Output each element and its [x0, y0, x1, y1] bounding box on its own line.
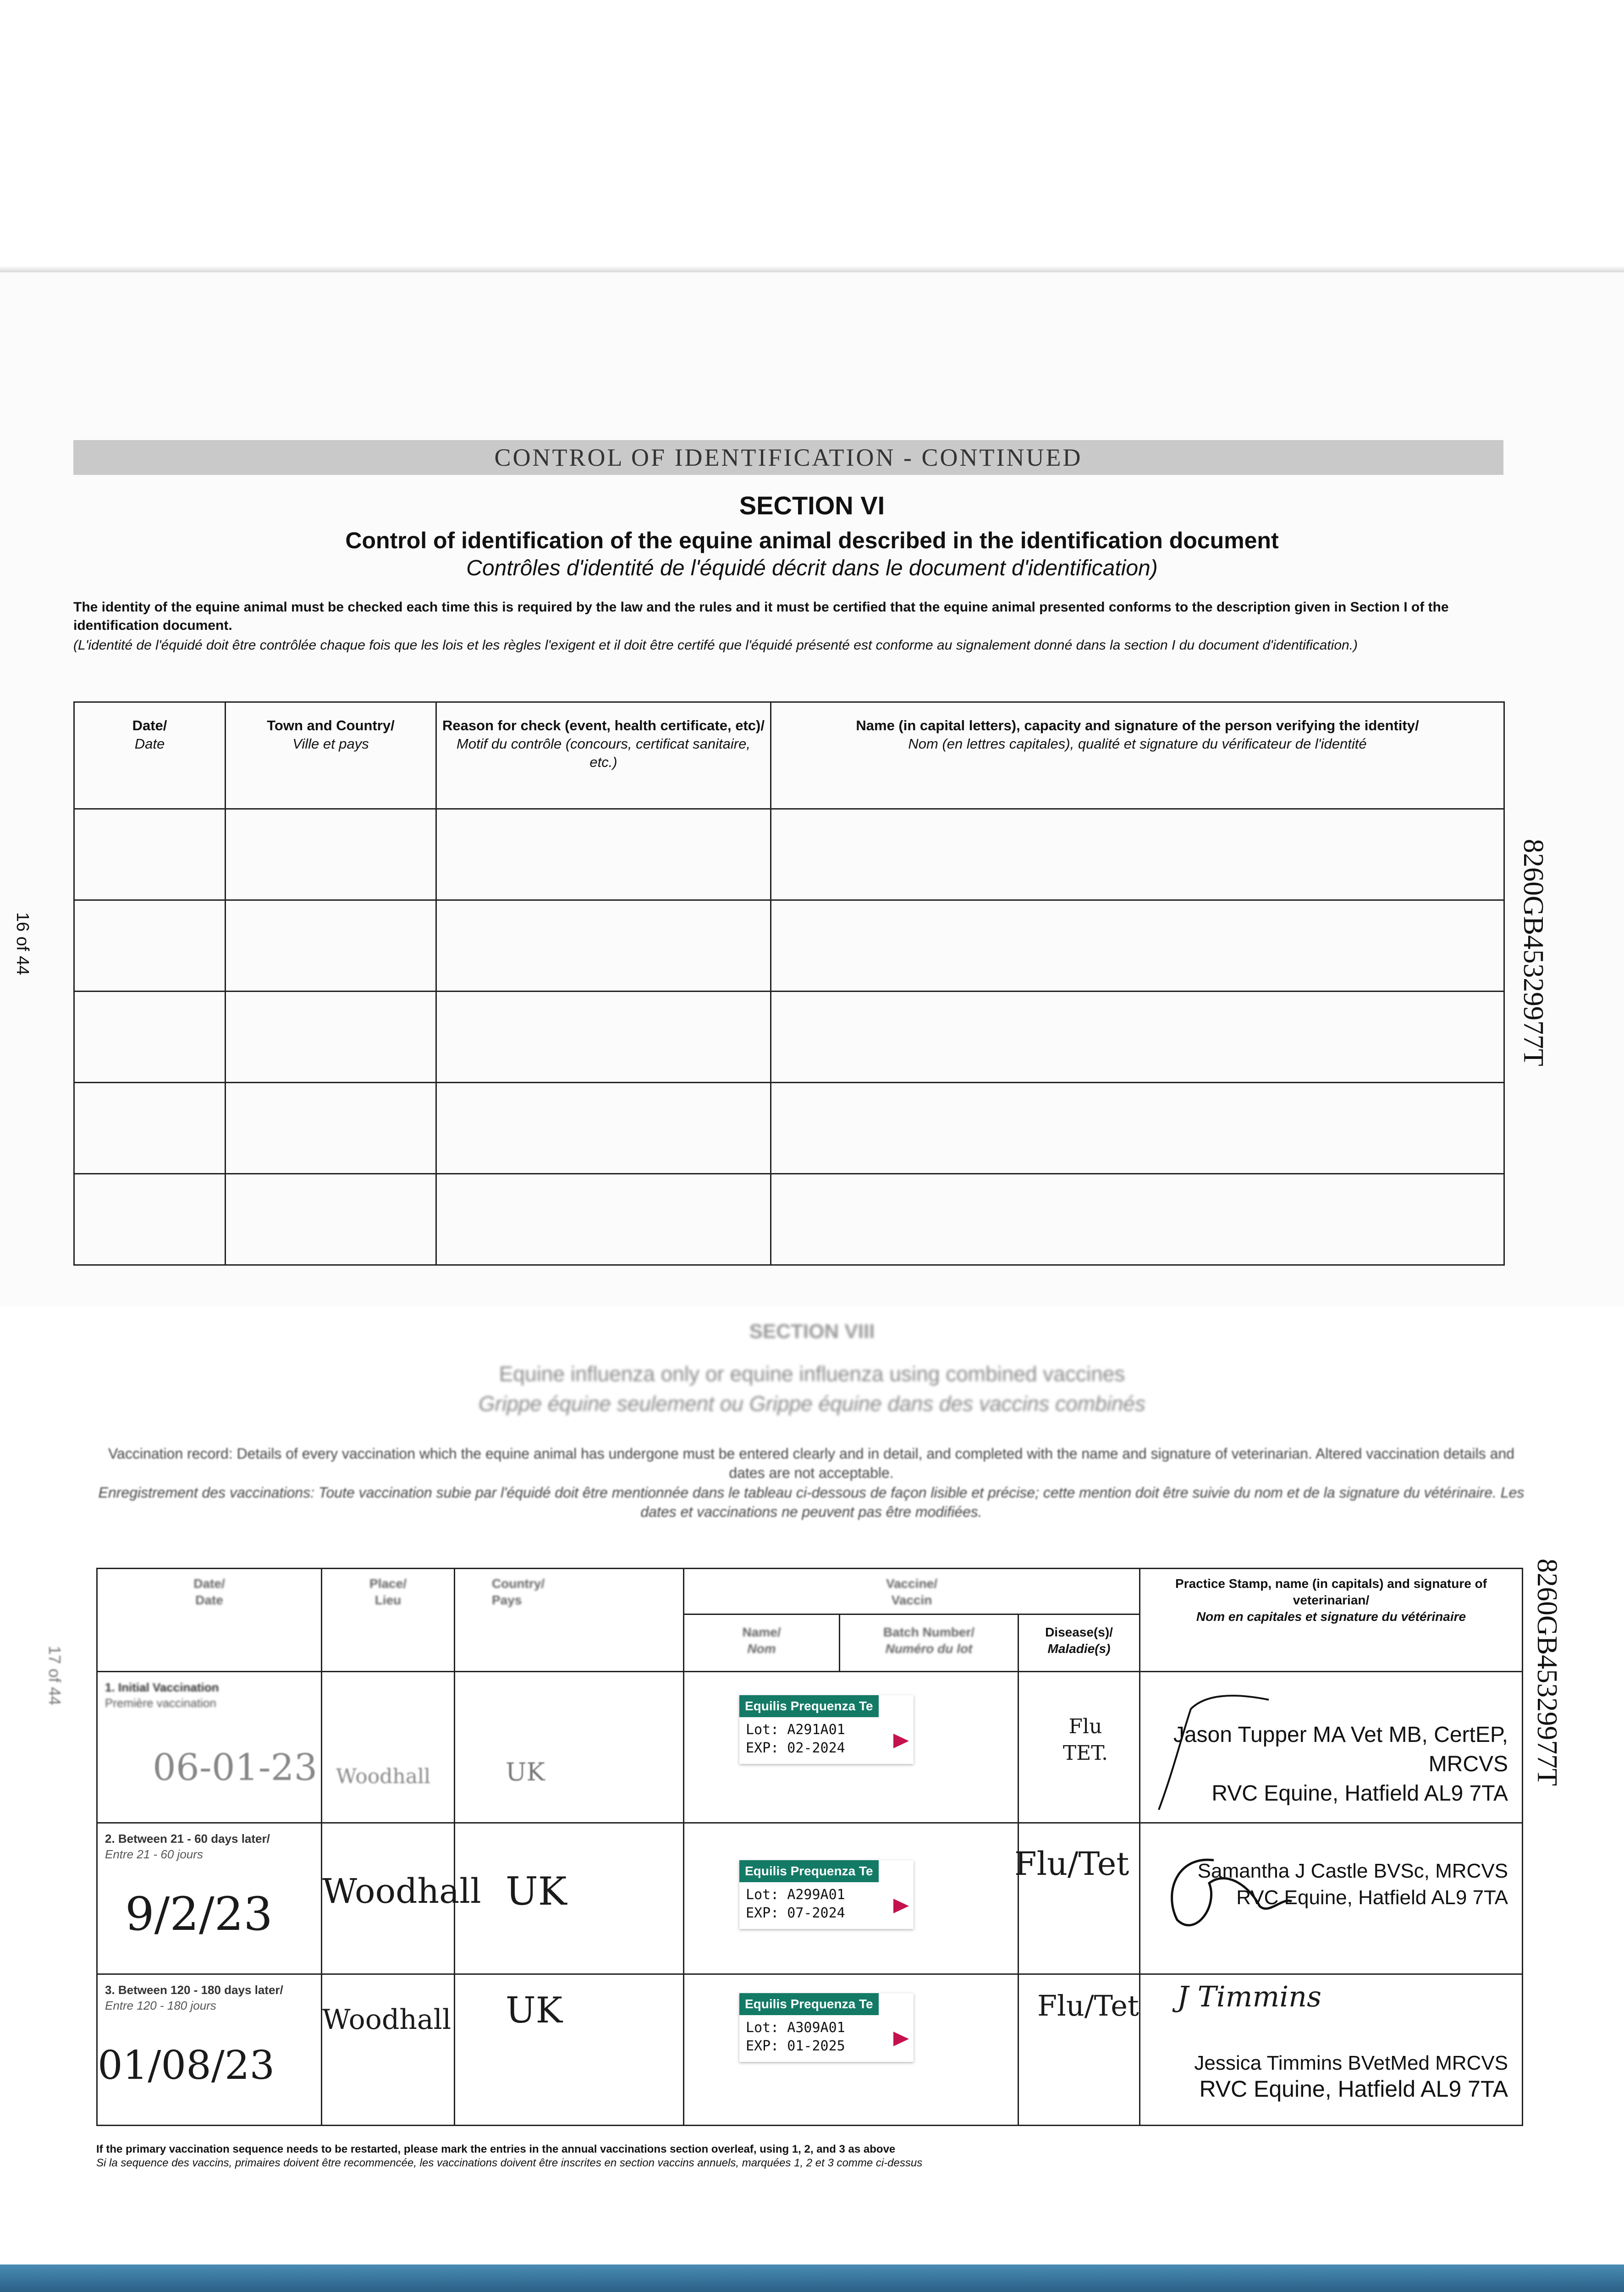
expiry-date: EXP: 01-2025	[746, 2038, 845, 2054]
intro-english: The identity of the equine animal must be checked each time this is required by the law and the rules and it must be certified that the equine animal presented conforms to the description given in Section I of the identification document.	[73, 600, 1449, 633]
table-header-row	[97, 1569, 1523, 1614]
place-cell[interactable]	[322, 1974, 455, 2126]
table-row	[74, 992, 1504, 1083]
handwritten-country: UK	[506, 1869, 567, 1914]
title-french: Grippe équine seulement ou Grippe équine dans des vaccins combinés	[479, 1392, 1145, 1416]
handwritten-date: 9/2/23	[125, 1887, 273, 1941]
col-country: Country/ Pays	[455, 1569, 684, 1672]
sticker-brand: Equilis Prequenza Te	[739, 1695, 879, 1717]
sticker-tag	[893, 2032, 909, 2046]
disease-cell[interactable]	[1018, 1672, 1140, 1823]
instructions-french: Enregistrement des vaccinations: Toute vaccination subie par l'équidé doit être mentionnée dans le tableau ci-dessous de façon lisible et précise; cette mention doit être suivie du nom et de la signature du vétérinaire. Les dates et vaccinations ne peuvent pas être modifiées.	[98, 1484, 1525, 1520]
table-row	[74, 1174, 1504, 1265]
disease-cell[interactable]	[1018, 1974, 1140, 2126]
cell[interactable]	[771, 1083, 1504, 1174]
table-row	[74, 900, 1504, 992]
vaccination-row-2	[97, 1823, 1523, 1974]
section-title: SECTION VIII	[749, 1320, 875, 1343]
col-vaccine: Vaccine/ Vaccin	[684, 1569, 1140, 1614]
scanner-background-strip	[0, 2264, 1624, 2292]
cell[interactable]	[771, 809, 1504, 900]
date-cell[interactable]	[97, 1672, 322, 1823]
country-cell[interactable]	[455, 1672, 684, 1823]
intro-french: (L'identité de l'équidé doit être contrôlée chaque fois que les lois et les règles l'exigent et il doit être certifé que l'équidé présenté est conforme au signalement donné dans la section I du document d'identification.)	[73, 638, 1358, 653]
vaccine-sticker-cell[interactable]	[684, 1672, 1018, 1823]
expiry-date: EXP: 07-2024	[746, 1905, 845, 1921]
cell[interactable]	[226, 992, 436, 1083]
identification-check-table	[73, 701, 1505, 1266]
footnote-english: If the primary vaccination sequence needs to be restarted, please mark the entries in the annual vaccinations section overleaf, using 1, 2, and 3 as above	[96, 2143, 896, 2155]
cell[interactable]	[226, 809, 436, 900]
col-date: Date/ Date	[74, 702, 226, 809]
page-number: 16 of 44	[13, 912, 32, 975]
lot-number: Lot: A309A01	[746, 2020, 845, 2036]
header-band	[73, 440, 1503, 475]
col-batch-number: Batch Number/ Numéro du lot	[840, 1614, 1018, 1672]
col-reason: Reason for check (event, health certificate, etc)/ Motif du contrôle (concours, certificat sanitaire, etc.)	[436, 702, 771, 809]
vaccine-sticker	[739, 1993, 914, 2062]
cell[interactable]	[226, 1083, 436, 1174]
place-cell[interactable]	[322, 1823, 481, 1974]
cell[interactable]	[436, 992, 771, 1083]
title-english: Control of identification of the equine animal described in the identification document	[345, 528, 1279, 553]
vaccine-sticker	[739, 1695, 914, 1764]
cell[interactable]	[436, 900, 771, 992]
country-cell[interactable]	[455, 1974, 684, 2126]
cell[interactable]	[771, 1174, 1504, 1265]
vaccine-sticker	[739, 1860, 914, 1929]
instructions-english: Vaccination record: Details of every vaccination which the equine animal has undergone must be entered clearly and in detail, and completed with the name and signature of veterinarian. Altered vaccination details and dates are not acceptable.	[108, 1445, 1514, 1481]
handwritten-place: Woodhall	[322, 2004, 451, 2036]
vaccine-sticker-cell[interactable]	[684, 1823, 1018, 1974]
table-header-row	[74, 702, 1504, 809]
col-verifier: Name (in capital letters), capacity and signature of the person verifying the identity/ Nom (en lettres capitales), qualité et signature du vérificateur de l'identité	[771, 702, 1504, 809]
handwritten-date: 01/08/23	[98, 2043, 275, 2088]
sticker-tag	[893, 1734, 909, 1748]
handwritten-disease: Flu/Tet	[1014, 1845, 1129, 1883]
handwritten-country: UK	[506, 1758, 545, 1786]
expiry-date: EXP: 02-2024	[746, 1740, 845, 1756]
stamp-cell[interactable]	[1140, 1672, 1523, 1823]
title-english: Equine influenza only or equine influenza using combined vaccines	[499, 1362, 1125, 1386]
cell[interactable]	[436, 1083, 771, 1174]
handwritten-country: UK	[506, 1990, 563, 2031]
sticker-brand: Equilis Prequenza Te	[739, 1860, 879, 1882]
cell[interactable]	[771, 992, 1504, 1083]
handwritten-place: Woodhall	[336, 1765, 431, 1788]
vaccine-sticker-cell[interactable]	[684, 1974, 1018, 2126]
handwritten-disease: Flu/Tet	[1037, 1989, 1139, 2022]
row-label: 3. Between 120 - 180 days later/ Entre 120 - 180 jours	[105, 1983, 283, 2012]
date-cell[interactable]	[97, 1974, 322, 2126]
sticker-tag	[893, 1899, 909, 1913]
passport-number: 8260GB45329977T	[1518, 839, 1549, 1066]
lot-number: Lot: A291A01	[746, 1722, 845, 1738]
vaccination-row-1	[97, 1672, 1523, 1823]
col-disease: Disease(s)/ Maladie(s)	[1018, 1614, 1140, 1672]
passport-number: 8260GB45329977T	[1531, 1559, 1563, 1786]
date-cell[interactable]	[97, 1823, 322, 1974]
cell[interactable]	[436, 809, 771, 900]
col-practice-stamp: Practice Stamp, name (in capitals) and signature of veterinarian/ Nom en capitales et signature du vétérinaire	[1140, 1569, 1523, 1672]
place-cell[interactable]	[322, 1672, 455, 1823]
page-edge	[0, 266, 1624, 272]
disease-cell[interactable]	[1014, 1823, 1140, 1974]
cell[interactable]	[74, 900, 226, 992]
cell[interactable]	[226, 900, 436, 992]
row-label: 2. Between 21 - 60 days later/ Entre 21 - 60 jours	[105, 1832, 270, 1861]
col-vaccine-name: Name/ Nom	[684, 1614, 840, 1672]
handwritten-date: 06-01-23	[153, 1746, 318, 1789]
sticker-brand: Equilis Prequenza Te	[739, 1993, 879, 2015]
practice-stamp: Samantha J Castle BVSc, MRCVS RVC Equine, Hatfield AL9 7TA	[1197, 1860, 1508, 1909]
cell[interactable]	[436, 1174, 771, 1265]
handwritten-disease: Flu TET.	[1062, 1715, 1108, 1765]
practice-stamp: Jessica Timmins BVetMed MRCVS RVC Equine, Hatfield AL9 7TA	[1194, 2052, 1508, 2102]
cell[interactable]	[74, 992, 226, 1083]
cell[interactable]	[74, 1174, 226, 1265]
page-number: 17 of 44	[45, 1646, 64, 1706]
row-label: 1. Initial Vaccination Première vaccination	[105, 1680, 219, 1710]
country-cell[interactable]	[455, 1823, 684, 1974]
cell[interactable]	[771, 900, 1504, 992]
stamp-cell[interactable]	[1140, 1823, 1523, 1974]
handwritten-place: Woodhall	[322, 1872, 481, 1911]
table-row	[74, 1083, 1504, 1174]
cell[interactable]	[74, 809, 226, 900]
vet-signature: J Timmins	[1177, 1980, 1321, 2013]
table-row	[74, 809, 1504, 900]
lot-number: Lot: A299A01	[746, 1887, 845, 1903]
section-title: SECTION VI	[739, 491, 885, 520]
col-date: Date/ Date	[97, 1569, 322, 1672]
practice-stamp: Jason Tupper MA Vet MB, CertEP, MRCVS RVC Equine, Hatfield AL9 7TA	[1173, 1723, 1508, 1806]
vaccination-row-3	[97, 1974, 1523, 2126]
header-band-text: CONTROL OF IDENTIFICATION - CONTINUED	[494, 444, 1083, 471]
vaccination-table	[96, 1568, 1523, 2126]
cell[interactable]	[226, 1174, 436, 1265]
cell[interactable]	[74, 1083, 226, 1174]
footnote-french: Si la sequence des vaccins, primaires doivent être recommencée, les vaccinations doivent être inscrites en section vaccins annuels, marquées 1, 2 et 3 comme ci-dessus	[96, 2157, 923, 2169]
col-town-country: Town and Country/ Ville et pays	[226, 702, 436, 809]
stamp-cell[interactable]	[1140, 1974, 1523, 2126]
title-french: Contrôles d'identité de l'équidé décrit dans le document d'identification)	[466, 556, 1158, 580]
col-place: Place/ Lieu	[322, 1569, 455, 1672]
